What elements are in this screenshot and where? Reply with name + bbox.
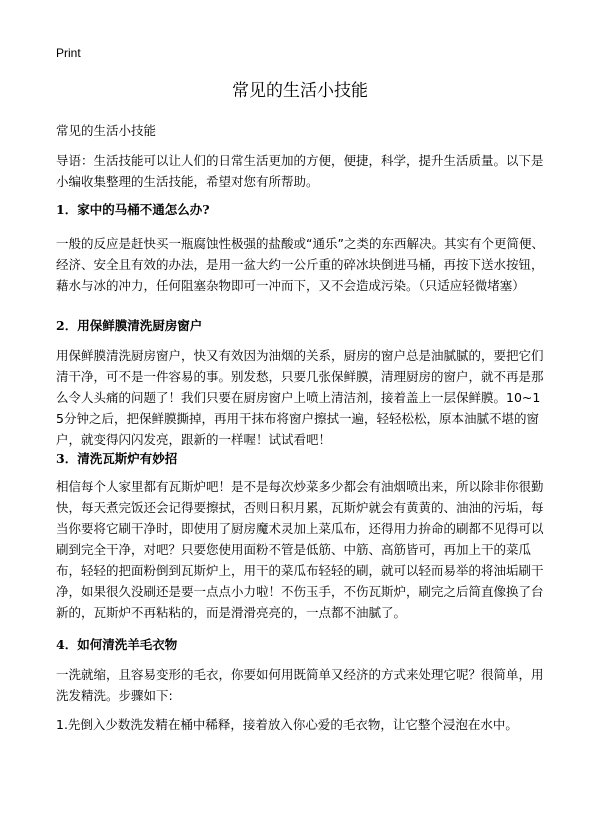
intro-paragraph: 导语：生活技能可以让人们的日常生活更加的方便，便捷，科学，提升生活质量。以下是小编收集整理的生活技能，希望对您有所帮助。 bbox=[56, 153, 544, 189]
section-heading-1: 1．家中的马桶不通怎么办? bbox=[56, 202, 210, 217]
section-body-1: 一般的反应是赶快买一瓶腐蚀性极强的盐酸或“通乐”之类的东西解决。其实有个更简便、经济、安全且有效的办法，是用一盆大约一公斤重的碎冰块倒进马桶，再按下送水按钮，藉水与冰的冲力，任何阻塞杂物即可一冲而下，又不会造成污染。（只适应轻微堵塞） bbox=[56, 236, 544, 293]
section-body-2: 用保鲜膜清洗厨房窗户，快又有效因为油烟的关系，厨房的窗户总是油腻腻的，要把它们清干净，可不是一件容易的事。别发愁，只要几张保鲜膜，清理厨房的窗户，就不再是那么令人头痛的问题了！我们只要在厨房窗户上喷上清洁剂，接着盖上一层保鲜膜。10~15分钟之后，把保鲜膜撕掉，再用干抹布将窗户擦拭一遍，轻轻松松，原本油腻不堪的窗户，就变得闪闪发亮，跟新的一样喔！试试看吧！ bbox=[56, 348, 544, 447]
page-title: 常见的生活小技能 bbox=[232, 81, 368, 101]
section-heading-2: 2．用保鲜膜清洗厨房窗户 bbox=[56, 318, 203, 333]
section-body-3: 相信每个人家里都有瓦斯炉吧！是不是每次炒菜多少都会有油烟喷出来，所以除非你很勤快，每天煮完饭还会记得要擦拭，否则日积月累，瓦斯炉就会有黄黄的、油油的污垢，每当你要将它刷干净时，即使用了厨房魔术灵加上菜瓜布，还得用力拚命的刷都不见得可以刷到完全干净，对吧？只要您使用面粉不管是低筋、中筋、高筋皆可，再加上干的菜瓜布，轻轻的把面粉倒到瓦斯炉上，用干的菜瓜布轻轻的刷，就可以轻而易举的将油垢刷干净，如果很久没刷还是要一点点小力啦！不伤玉手，不伤瓦斯炉，刷完之后简直像换了台新的，瓦斯炉不再粘粘的，而是滑滑亮亮的，一点都不油腻了。 bbox=[56, 479, 544, 620]
article-subtitle: 常见的生活小技能 bbox=[56, 123, 157, 138]
section-heading-3: 3．清洗瓦斯炉有妙招 bbox=[56, 451, 178, 466]
section-heading-4: 4．如何清洗羊毛衣物 bbox=[56, 637, 178, 652]
section-step-1: 1.先倒入少数洗发精在桶中稀释，接着放入你心爱的毛衣物，让它整个浸泡在水中。 bbox=[56, 717, 518, 732]
section-body-4: 一洗就缩，且容易变形的毛衣，你要如何用既简单又经济的方式来处理它呢？很简单，用洗发精洗。步骤如下: bbox=[56, 667, 544, 703]
print-label: Print bbox=[56, 46, 81, 60]
